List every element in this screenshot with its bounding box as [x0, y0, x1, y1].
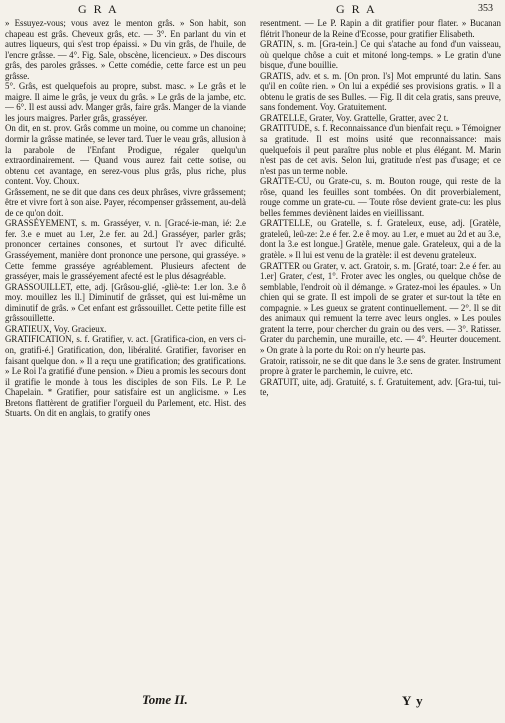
dictionary-entry: GRATIFICATION, s. f. Gratifier, v. act. [Gratifica-cion, en vers ci-on, gratifi-é.] Gratification, don, libéralité. Gratifier, favoriser en faisant quelque don. » Il a reçu une gratification; des gratifications. » Le Roi l'a gratifié d'une pension. » Dieu a promis les secours dont il gratifie le monde à tous les disciples de son Fils. Le P. Le Chapelain. * Gratifier, pour satisfaire est un anglicisme. » Les Bretons flattèrent de gratifier l'orgueil du Parlement, etc. Hist. des Stuarts. On dit en anglais, to gratify ones — [5, 334, 246, 419]
dictionary-entry: GRATITUDE, s. f. Reconnaissance d'un bienfait reçu. » Témoigner sa gratitude. Il est moins usité que reconnaissance: mais quelquefois il peut paraître plus noble et plus élégant. M. Marin n'est pas de cet avis. Selon lui, gratitude n'est pas d'usage; et ce n'est pas un terme noble. — [260, 123, 501, 176]
dictionary-entry: GRATIEUX, Voy. Gracieux. — [5, 323, 107, 334]
paragraph: 5°. Grâs, est quelquefois au propre, subst. masc. » Le grâs et le maigre. Il aime le grâs, je veux du grâs. » Le grâs de la jambe, etc. — 6°. Il est aussi adv. Manger grâs, faire grâs. Manger de la viande les jours maigres. Parler grâs, grasséyer. — [5, 81, 246, 123]
dictionary-entry: GRATIS, adv. et s. m. [On pron. l's] Mot emprunté du latin. Sans qu'il en coûte rien. » On lui a expédié ses provisions gratis. » Il a obtenu le gratis de ses Bulles. — Fig. Il dit cela gratis, sans preuve, sans fondement. Voy. Gratuitement. — [260, 70, 501, 113]
dictionary-entry: GRASSÉYEMENT, s. m. Grasséyer, v. n. [Gracé-ie-man, ié: 2.e fer. 3.e e muet au 1.er, 2.e fer. au 2d.] Grasséyer, parler grâs; prononcer certaines consones, et surtout l'r avec dificulté. Grasséyement, manière dont prononce une persone, qui grasséye. » Cette femme grasséye agréablement. Plusieurs afectent de grasséyer, mais le grasséyement afecté est le plus désagréable. — [5, 218, 246, 282]
paragraph: resentment. — Le P. Rapin a dit gratifier pour flater. » Bucanan flétrit l'honeur de la Reine d'Ecosse, pour gratifier Elisabeth. — [260, 18, 501, 39]
dictionary-entry: GRATTE-CU, ou Grate-cu, s. m. Bouton rouge, qui reste de la rôse, quand les feuilles sont tombées. On dit proverbialement, rouge comme un grate-cu. — Toute rôse devient grate-cu: les plus belles femmes deviènent laides en vieillissant. — [260, 176, 501, 218]
dictionary-entry: GRATTELLE, ou Gratelle, s. f. Grateleux, euse, adj. [Gratèle, grateleû, leû-ze: 2.e é fer. 2.e ê moy. au 1.er, e muet au 2d et au 3.e, dont la 3.e est longue.] Gratèle, menue gale. Grateleux, qui a de la gratèle. » Il lui est venu de la gratèle: il est devenu grateleux. — [260, 218, 501, 261]
dictionary-entry: GRASSOUILLET, ette, adj. [Grâsou-glié, -gliè-te: 1.er lon. 3.e ô moy. mouillez les ll.] Diminutif de grâsset, qui est lui-même un diminutif de grâs. » Cet enfant est grâssouillet. Cette petite fille est grâssouillette. — [5, 281, 246, 324]
paragraph: » Essuyez-vous; vous avez le menton grâs. » Son habit, son chapeau est grâs. Cheveux grâs, etc. — 3°. En parlant du vin et autres liqueurs, qui s'est trop épaissi. » Du vin grâs, de l'huile, de l'encre grâsse. — 4°. Fig. Sale, obscène, licencieux. » Des discours grâs, des paroles grâsses. » Cette comédie, cette farce est un peu grâsse. — [5, 18, 246, 81]
paragraph: On dit, en st. prov. Grâs comme un moine, ou comme un chanoine; dormir la grâsse matinée, se lever tard. Tuer le veau grâs, allusion à la parabole de l'Enfant Prodigue, régaler quelqu'un extraordinairement. — Quand vous aurez fait cette sotise, ou obtenu cet avantage, en serez-vous plus grâs, plus riche, plus content. Voy. Choux. — [5, 123, 246, 187]
volume-label: Tome II. — [142, 692, 188, 707]
paragraph: Gratoir, ratissoir, ne se dit que dans le 3.e sens de grater. Instrument propre à grater le parchemin, le cuivre, etc. — [260, 355, 501, 377]
dictionary-entry: GRATUIT, uite, adj. Gratuité, s. f. Gratuitement, adv. [Gra-tui, tui-te, — [260, 376, 501, 398]
running-header — [0, 2, 505, 16]
right-running-head: G R A — [336, 2, 377, 16]
signature-mark: Y y — [402, 693, 424, 708]
paragraph: Grâssement, ne se dit que dans ces deux phrâses, vivre grâssement; être et vivre fort à son aise. Payer, récompenser grâssement, au-delà de ce qu'on doit. — [5, 186, 246, 218]
dictionary-entry: GRATTER ou Grater, v. act. Gratoir, s. m. [Graté, toar: 2.e é fer. au 1.er] Grater, c'est, 1°. Froter avec les ongles, ou quelque chôse de semblable, l'endroit où il démange. » Gratez-moi les épaules. » Un chien qui se grate. Il est impoli de se grater et sur-tout la tête en compagnie. » Les gueux se gratent continuellement. — 2°. Il se dit des animaux qui remuent la terre avec leurs ongles. » Les poules gratent la terre, pour chercher du grain ou des vers. — 3°. Ratisser. Grater du parchemin, une muraille, etc. — 4°. Heurter doucement. » On grate à la porte du Roi: on n'y heurte pas. — [260, 260, 501, 355]
page-footer — [0, 692, 505, 718]
left-column — [5, 18, 246, 678]
dictionary-entry: GRATIN, s. m. [Gra-tein.] Ce qui s'atache au fond d'un vaisseau, où quelque chôse a cuit et mitoné long-temps. » Le gratin d'une bisque, d'une bouillie. — [260, 39, 501, 71]
left-running-head: G R A — [78, 2, 119, 16]
page-number: 353 — [478, 3, 493, 14]
right-column — [260, 18, 501, 678]
dictionary-entry: GRATELLE, Grater, Voy. Grattelle, Gratter, avec 2 t. — [260, 112, 449, 123]
